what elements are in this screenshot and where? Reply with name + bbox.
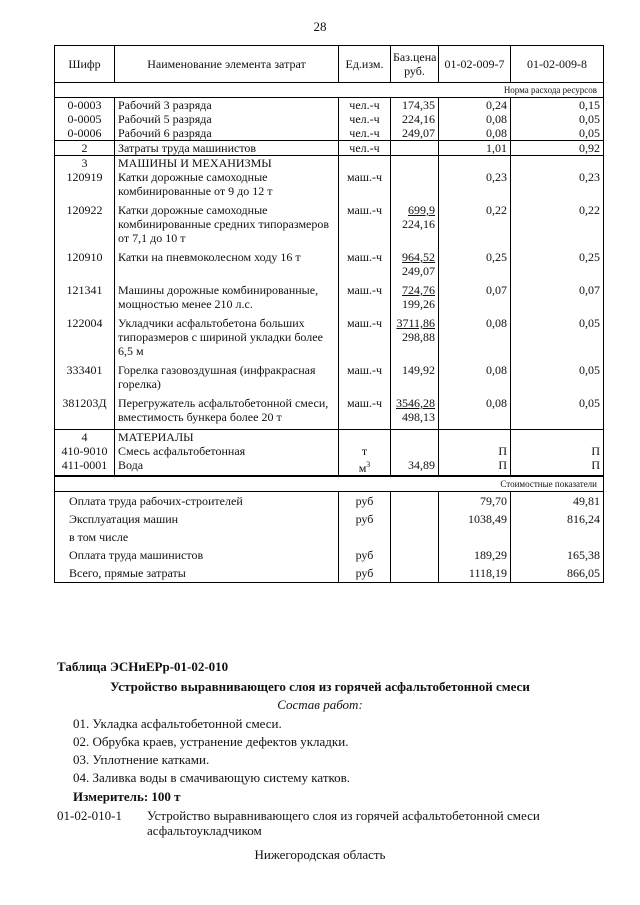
code-cell: 381203Д — [55, 396, 115, 430]
cost-label-row — [55, 476, 604, 492]
work-item: 02. Обрубка краев, устранение дефектов укладки. — [73, 734, 349, 749]
section-title: МАШИНЫ И МЕХАНИЗМЫ — [115, 156, 339, 171]
header-price: Баз.цена руб. — [391, 46, 439, 83]
total-row — [55, 546, 604, 564]
name-cell: Укладчики асфальтобетона больших типоразмеров с шириной укладки более 6,5 м — [115, 316, 339, 363]
norm-cell: П — [439, 458, 511, 476]
machinists-row — [55, 141, 604, 156]
norm-cell: 1,01 — [439, 141, 511, 156]
unit-cell: руб — [339, 492, 391, 511]
norm-cell: 0,05 — [511, 363, 604, 396]
total-value: 866,05 — [511, 564, 604, 583]
worker-row — [55, 98, 604, 113]
table-cell — [339, 156, 391, 171]
code-cell: 3 — [55, 156, 115, 171]
table-cell — [439, 156, 511, 171]
code-cell: 0-0005 — [55, 112, 115, 126]
price-cell — [391, 141, 439, 156]
section-title: МАТЕРИАЛЫ — [115, 430, 339, 445]
table-header-row — [55, 46, 604, 83]
code-cell: 0-0006 — [55, 126, 115, 141]
price-cell — [391, 564, 439, 583]
unit-cell: чел.-ч — [339, 126, 391, 141]
unit-cell — [339, 444, 391, 458]
total-name: Оплата труда машинистов — [55, 546, 339, 564]
total-value: 1038,49 — [439, 510, 511, 528]
price-cell — [391, 363, 439, 396]
unit-cell — [339, 458, 391, 476]
norm-cell: 0,92 — [511, 141, 604, 156]
unit-cell: маш.-ч — [339, 250, 391, 283]
norm-cell: 0,08 — [439, 112, 511, 126]
total-value: 165,38 — [511, 546, 604, 564]
price-cell — [391, 250, 439, 283]
total-name: в том числе — [55, 528, 339, 546]
norm-cell: 0,07 — [439, 283, 511, 316]
materials-section-row — [55, 430, 604, 445]
name-cell: Рабочий 6 разряда — [115, 126, 339, 141]
operator-price: 498,13 — [402, 410, 435, 424]
norm-cell: 0,15 — [511, 98, 604, 113]
price-cell — [391, 170, 439, 203]
price-cell — [391, 444, 439, 458]
norm-label-row — [55, 83, 604, 98]
name-cell: Катки дорожные самоходные комбинированные от 9 до 12 т — [115, 170, 339, 203]
page-number: 28 — [313, 19, 327, 34]
work-item: 04. Заливка воды в смачивающую систему катков. — [73, 770, 351, 785]
unit-superscript: 3 — [366, 460, 371, 469]
norm-cell: 0,25 — [439, 250, 511, 283]
base-price: 964,52 — [402, 250, 435, 264]
price-cell — [391, 396, 439, 430]
worker-row — [55, 112, 604, 126]
name-cell: Машины дорожные комбинированные, мощностью менее 210 л.с. — [115, 283, 339, 316]
base-price: 724,76 — [402, 283, 435, 297]
total-value: 189,29 — [439, 546, 511, 564]
unit-cell: чел.-ч — [339, 98, 391, 113]
name-cell: Вода — [115, 458, 339, 476]
work-item: 03. Уплотнение катками. — [73, 752, 210, 767]
unit-cell: руб — [339, 510, 391, 528]
unit-cell: маш.-ч — [339, 363, 391, 396]
operator-price: 298,88 — [402, 330, 435, 344]
works-heading: Состав работ: — [277, 697, 363, 712]
unit-text: м — [358, 461, 367, 475]
price-cell — [391, 528, 439, 546]
header-unit: Ед.изм. — [339, 46, 391, 83]
total-row — [55, 510, 604, 528]
machine-row — [55, 363, 604, 396]
footer-region: Нижегородская область — [254, 847, 386, 862]
code-cell: 410-9010 — [55, 444, 115, 458]
norm-cell: П — [439, 444, 511, 458]
price-cell — [391, 492, 439, 511]
price-cell — [391, 510, 439, 528]
operator-price: 224,16 — [402, 217, 435, 231]
norm-cell: П — [511, 458, 604, 476]
norm-code-text: Устройство выравнивающего слоя из горячей асфальтобетонной смеси асфальтоукладчиком — [147, 808, 540, 838]
total-value — [511, 528, 604, 546]
code-cell: 120919 — [55, 170, 115, 203]
code-cell: 411-0001 — [55, 458, 115, 476]
total-row — [55, 492, 604, 511]
total-value — [439, 528, 511, 546]
section-heading: Устройство выравнивающего слоя из горячей асфальтобетонной смеси — [110, 679, 530, 694]
norm-cell: 0,05 — [511, 396, 604, 430]
total-value: 79,70 — [439, 492, 511, 511]
norm-cell: 0,23 — [439, 170, 511, 203]
unit-cell: маш.-ч — [339, 316, 391, 363]
base-price: 699,9 — [408, 203, 435, 217]
machine-row — [55, 283, 604, 316]
norm-cell: 0,25 — [511, 250, 604, 283]
price-cell: 224,16 — [391, 112, 439, 126]
code-cell: 121341 — [55, 283, 115, 316]
machine-row — [55, 170, 604, 203]
norm-cell: 0,05 — [511, 112, 604, 126]
header-norm-7: 01-02-009-7 — [439, 46, 511, 83]
table-cell — [511, 430, 604, 445]
unit-cell: руб — [339, 546, 391, 564]
table-cell — [391, 430, 439, 445]
price-cell: 34,89 — [391, 458, 439, 476]
unit-cell — [339, 528, 391, 546]
total-name: Всего, прямые затраты — [55, 564, 339, 583]
operator-price: 249,07 — [402, 264, 435, 278]
norm-cell: 0,05 — [511, 316, 604, 363]
total-name: Эксплуатация машин — [55, 510, 339, 528]
machine-row — [55, 250, 604, 283]
base-price: 149,92 — [402, 363, 435, 377]
base-price: 3711,86 — [396, 316, 435, 330]
price-cell: 249,07 — [391, 126, 439, 141]
norm-cell: 0,08 — [439, 363, 511, 396]
code-cell: 2 — [55, 141, 115, 156]
work-item: 01. Укладка асфальтобетонной смеси. — [73, 716, 282, 731]
code-cell: 0-0003 — [55, 98, 115, 113]
name-cell: Рабочий 3 разряда — [115, 98, 339, 113]
code-cell: 333401 — [55, 363, 115, 396]
resource-table — [54, 45, 604, 583]
machine-row — [55, 316, 604, 363]
norm-cell: 0,08 — [439, 316, 511, 363]
material-row — [55, 458, 604, 476]
total-name: Оплата труда рабочих-строителей — [55, 492, 339, 511]
price-cell — [391, 316, 439, 363]
name-cell: Рабочий 5 разряда — [115, 112, 339, 126]
machine-row — [55, 396, 604, 430]
norm-cell: 0,07 — [511, 283, 604, 316]
table-cell — [511, 156, 604, 171]
name-cell: Катки дорожные самоходные комбинированные средних типоразмеров от 7,1 до 10 т — [115, 203, 339, 250]
norm-label: Норма расхода ресурсов — [55, 83, 604, 98]
name-cell: Перегружатель асфальтобетонной смеси, вместимость бункера более 20 т — [115, 396, 339, 430]
machine-row — [55, 203, 604, 250]
code-cell: 120922 — [55, 203, 115, 250]
norm-cell: 0,22 — [439, 203, 511, 250]
base-price: 3546,28 — [396, 396, 435, 410]
code-cell: 4 — [55, 430, 115, 445]
name-cell: Смесь асфальтобетонная — [115, 444, 339, 458]
total-row — [55, 564, 604, 583]
norm-cell: 0,24 — [439, 98, 511, 113]
header-name: Наименование элемента затрат — [115, 46, 339, 83]
name-cell: Затраты труда машинистов — [115, 141, 339, 156]
norm-code: 01-02-010-1 — [57, 808, 122, 823]
worker-row — [55, 126, 604, 141]
price-cell — [391, 546, 439, 564]
total-value: 816,24 — [511, 510, 604, 528]
unit-cell: маш.-ч — [339, 203, 391, 250]
price-cell: 174,35 — [391, 98, 439, 113]
unit-cell: чел.-ч — [339, 112, 391, 126]
unit-cell: руб — [339, 564, 391, 583]
operator-price: 199,26 — [402, 297, 435, 311]
measure: Измеритель: 100 т — [73, 789, 181, 804]
header-code: Шифр — [55, 46, 115, 83]
norm-cell: 0,23 — [511, 170, 604, 203]
table-cell — [339, 430, 391, 445]
unit-cell: маш.-ч — [339, 283, 391, 316]
code-cell: 122004 — [55, 316, 115, 363]
total-row — [55, 528, 604, 546]
machines-section-row — [55, 156, 604, 171]
cost-label: Стоимостные показатели — [55, 476, 604, 492]
table-cell — [391, 156, 439, 171]
material-row — [55, 444, 604, 458]
code-cell: 120910 — [55, 250, 115, 283]
norm-cell: 0,08 — [439, 396, 511, 430]
norm-cell: П — [511, 444, 604, 458]
price-cell — [391, 203, 439, 250]
name-cell: Горелка газовоздушная (инфракрасная горелка) — [115, 363, 339, 396]
norm-cell: 0,08 — [439, 126, 511, 141]
table-title: Таблица ЭСНиЕРр-01-02-010 — [57, 659, 229, 674]
norm-cell: 0,22 — [511, 203, 604, 250]
total-value: 49,81 — [511, 492, 604, 511]
unit-cell: маш.-ч — [339, 396, 391, 430]
unit-cell: чел.-ч — [339, 141, 391, 156]
unit-text: т — [361, 444, 368, 458]
unit-cell: маш.-ч — [339, 170, 391, 203]
header-norm-8: 01-02-009-8 — [511, 46, 604, 83]
norm-cell: 0,05 — [511, 126, 604, 141]
total-value: 1118,19 — [439, 564, 511, 583]
table-cell — [439, 430, 511, 445]
name-cell: Катки на пневмоколесном ходу 16 т — [115, 250, 339, 283]
price-cell — [391, 283, 439, 316]
